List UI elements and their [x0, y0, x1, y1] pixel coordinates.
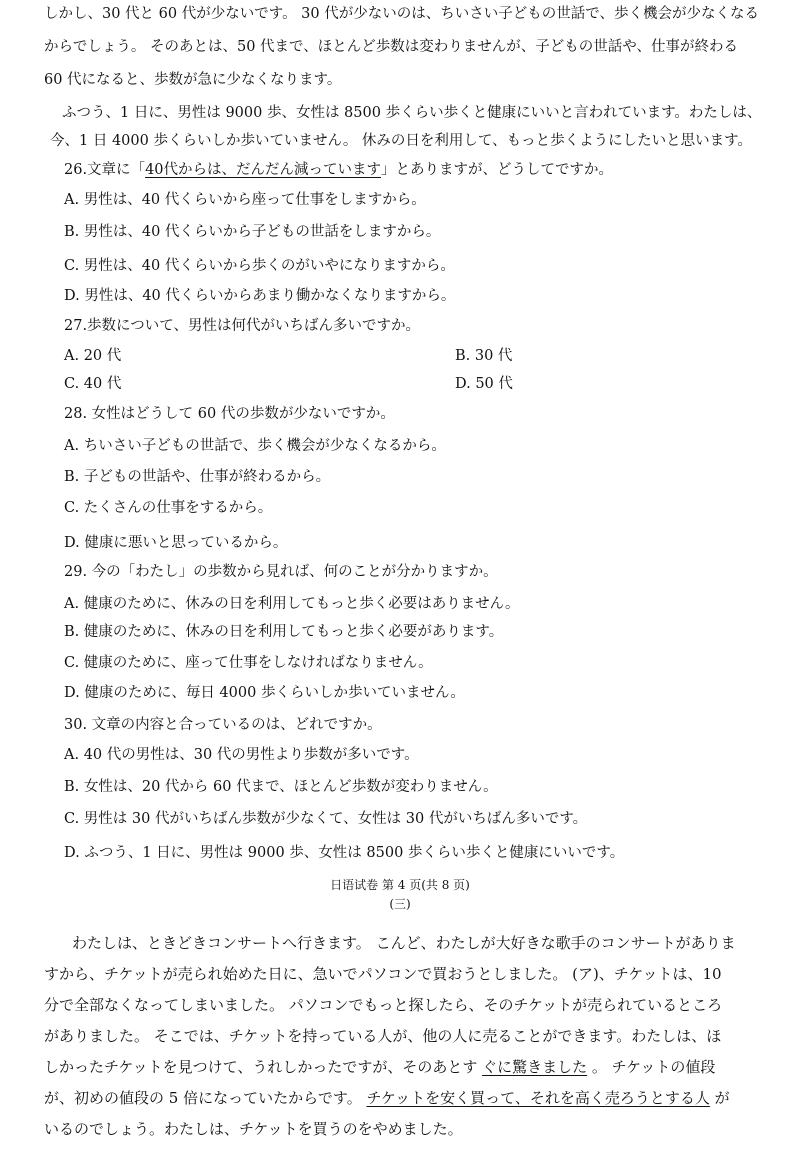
option-c: C. 40 代 — [64, 376, 122, 392]
passage-line: がありました。 そこでは、チケットを持っている人が、他の人に売ることができます。わたしは、ほ — [44, 1027, 722, 1045]
passage-line: 分で全部なくなってしまいました。 パソコンでもっと探したら、そのチケットが売られているところ — [44, 996, 723, 1014]
underlined-phrase: ぐに驚きました — [482, 1058, 588, 1076]
passage-line: すから、チケットが売られ始めた日に、急いでパソコンで買おうとしました。 (ア)、チケットは、10 — [44, 965, 722, 983]
option-b: B. 子どもの世話や、仕事が終わるから。 — [64, 469, 331, 485]
option-c: C. 男性は 30 代がいちばん歩数が少なくて、女性は 30 代がいちばん多いです。 — [64, 811, 588, 827]
text-segment: しかったチケットを見つけて、うれしかったですが、そのあとす — [44, 1058, 483, 1076]
option-d: D. 健康のために、毎日 4000 歩くらいしか歩いていません。 — [64, 685, 465, 701]
option-d: D. ふつう、1 日に、男性は 9000 歩、女性は 8500 歩くらい歩くと健康にいいです。 — [64, 845, 625, 861]
question-26-stem — [64, 160, 613, 180]
text-segment: が — [709, 1089, 730, 1107]
option-c: C. 男性は、40 代くらいから歩くのがいやになりますから。 — [64, 258, 455, 274]
passage-line: ふつう、1 日に、男性は 9000 歩、女性は 8500 歩くらい歩くと健康にいいと言われています。わたしは、 — [62, 105, 762, 121]
option-a: A. ちいさい子どもの世話で、歩く機会が少なくなるから。 — [64, 438, 446, 454]
option-b: B. 男性は、40 代くらいから子どもの世話をしますから。 — [64, 224, 441, 240]
option-c: C. たくさんの仕事をするから。 — [64, 500, 273, 516]
option-a: A. 男性は、40 代くらいから座って仕事をしますから。 — [64, 192, 426, 208]
question-27-stem: 27.歩数について、男性は何代がいちばん多いですか。 — [64, 318, 420, 334]
passage-line — [44, 1057, 715, 1077]
option-d: D. 男性は、40 代くらいからあまり働かなくなりますから。 — [64, 288, 456, 304]
underlined-quote: 40代からは、だんだん減っています — [145, 162, 382, 178]
passage-line — [44, 1088, 730, 1108]
page-footer: 日语试卷 第 4 页(共 8 页) — [330, 878, 470, 892]
option-a: A. 40 代の男性は、30 代の男性より歩数が多いです。 — [64, 747, 419, 763]
option-a: A. 健康のために、休みの日を利用してもっと歩く必要はありません。 — [64, 596, 520, 612]
text-segment: が、初めの値段の 5 倍になっていたからです。 — [44, 1089, 367, 1107]
question-30-stem: 30. 文章の内容と合っているのは、どれですか。 — [64, 717, 382, 733]
passage-line: 60 代になると、歩数が急に少なくなります。 — [44, 72, 342, 88]
question-28-stem: 28. 女性はどうして 60 代の歩数が少ないですか。 — [64, 406, 395, 422]
underlined-phrase: チケットを安く買って、それを高く売ろうとする人 — [366, 1089, 710, 1107]
passage-line: いるのでしょう。わたしは、チケットを買うのをやめました。 — [44, 1120, 463, 1138]
option-a: A. 20 代 — [64, 348, 122, 364]
option-b: B. 女性は、20 代から 60 代まで、ほとんど歩数が変わりません。 — [64, 779, 498, 795]
passage-line: 今、1 日 4000 歩くらいしか歩いていません。 休みの日を利用して、もっと歩くようにしたいと思います。 — [50, 133, 752, 149]
passage-line: わたしは、ときどきコンサートへ行きます。 こんど、わたしが大好きな歌手のコンサートがありま — [72, 934, 736, 952]
passage-line: からでしょう。 そのあとは、50 代まで、ほとんど歩数は変わりませんが、子どもの世話や、仕事が終わる — [44, 39, 738, 55]
option-b: B. 30 代 — [455, 348, 513, 364]
option-d: D. 50 代 — [455, 376, 513, 392]
option-c: C. 健康のために、座って仕事をしなければなりません。 — [64, 655, 433, 671]
question-stem-prefix: 26.文章に「 — [64, 162, 146, 178]
question-stem-suffix: 」とありますが、どうしてですか。 — [381, 162, 614, 178]
passage-line: しかし、30 代と 60 代が少ないです。 30 代が少ないのは、ちいさい子どもの世話で、歩く機会が少なくなる — [44, 6, 759, 22]
option-d: D. 健康に悪いと思っているから。 — [64, 535, 288, 551]
text-segment: 。 チケットの値段 — [587, 1058, 716, 1076]
option-b: B. 健康のために、休みの日を利用してもっと歩く必要があります。 — [64, 624, 504, 640]
question-29-stem: 29. 今の「わたし」の歩数から見れば、何のことが分かりますか。 — [64, 564, 498, 580]
section-heading: (三) — [389, 897, 411, 911]
